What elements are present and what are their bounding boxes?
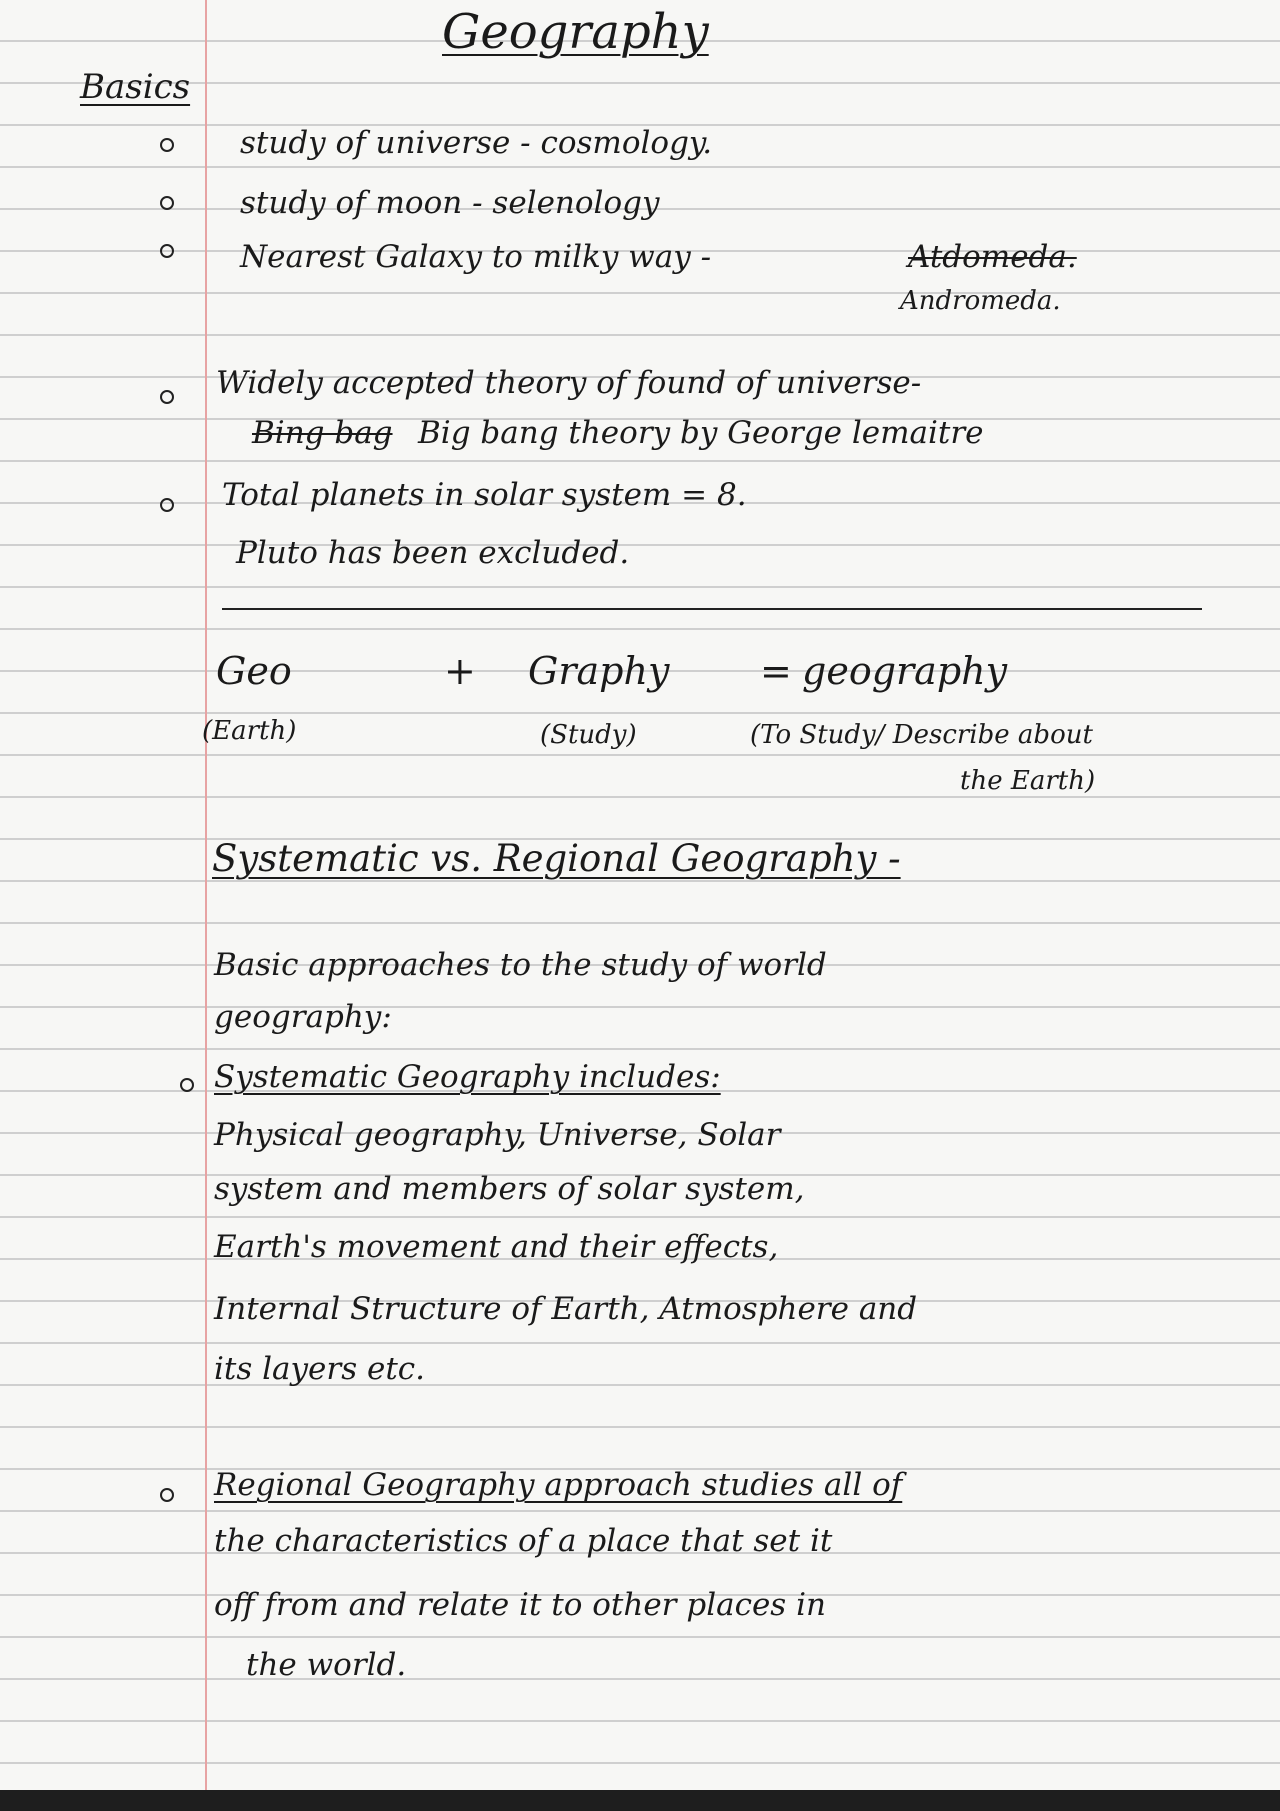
bullet-dot [160,138,174,152]
section-divider [222,608,1202,610]
basics-line-1: study of universe - cosmology. [240,125,713,161]
regional-term: Regional Geography approach studies all of [214,1467,903,1503]
basics-line-6: Pluto has been excluded. [236,535,630,571]
margin-line [205,0,207,1811]
regional-line-1 [214,1467,903,1503]
basics-line-4: Widely accepted theory of found of universe- [216,365,922,401]
bullet-dot [160,498,174,512]
formula-result-note-1: (To Study/ Describe about [750,720,1093,750]
systematic-line-1: Systematic Geography includes: [214,1059,721,1095]
systematic-line-6: its layers etc. [214,1351,425,1387]
regional-line-3: off from and relate it to other places in [214,1587,826,1623]
basics-line-2: study of moon - selenology [240,185,660,221]
basics-line-3-struck: Atdomeda. [908,239,1077,275]
formula-result-note-2: the Earth) [960,766,1096,796]
basics-line-4-struck: Bing bag [252,415,393,451]
side-label: Basics [80,67,191,107]
formula-graphy-note: (Study) [540,720,637,750]
photo-edge-shadow [0,1790,1280,1811]
basics-line-4-continued: Big bang theory by George lemaitre [418,415,984,451]
systematic-line-4: Earth's movement and their effects, [214,1229,779,1265]
formula-result: geography [802,649,1008,693]
bullet-dot [160,244,174,258]
bullet-dot [160,1488,174,1502]
systematic-line-3: system and members of solar system, [214,1171,805,1207]
bullet-dot [180,1078,194,1092]
basics-line-3: Nearest Galaxy to milky way - [240,239,712,275]
basics-line-5: Total planets in solar system = 8. [222,477,747,513]
systematic-line-2: Physical geography, Universe, Solar [214,1117,781,1153]
formula-geo: Geo [216,649,292,693]
intro-line-2: geography: [214,999,392,1035]
systematic-line-5: Internal Structure of Earth, Atmosphere and [214,1291,918,1327]
intro-line-1: Basic approaches to the study of world [214,947,827,983]
basics-line-3-correction: Andromeda. [900,286,1061,316]
bullet-dot [160,196,174,210]
regional-line-4: the world. [246,1647,407,1683]
formula-graphy: Graphy [528,649,670,693]
page-title: Geography [442,4,709,60]
regional-line-2: the characteristics of a place that set it [214,1523,833,1559]
formula-plus: + [444,649,476,693]
bullet-dot [160,390,174,404]
formula-equals: = [760,649,792,693]
formula-geo-note: (Earth) [202,716,297,746]
section-heading: Systematic vs. Regional Geography - [212,837,901,880]
